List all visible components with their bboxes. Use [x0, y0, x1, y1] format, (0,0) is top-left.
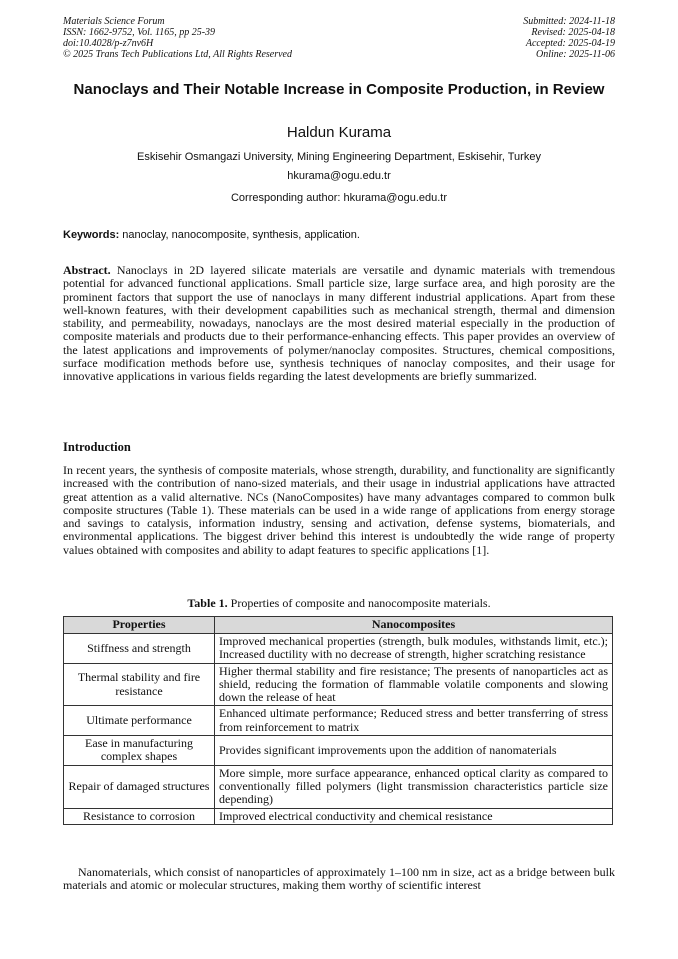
table-header-properties: Properties — [64, 617, 215, 634]
abstract — [63, 264, 615, 384]
table-cell-nanocomposite: Enhanced ultimate performance; Reduced stress and better transferring of stress from reinforcement to matrix — [215, 706, 613, 736]
author-email: hkurama@ogu.edu.tr — [287, 170, 391, 182]
table-caption-text: Properties of composite and nanocomposite materials. — [227, 596, 491, 610]
submission-dates — [523, 16, 615, 60]
table-row — [64, 634, 613, 664]
table-row — [64, 736, 613, 766]
table-cell-property: Resistance to corrosion — [64, 808, 215, 824]
keywords — [63, 229, 615, 241]
table-header-row — [64, 617, 613, 634]
table-cell-nanocomposite: Improved electrical conductivity and chemical resistance — [215, 808, 613, 824]
accepted-date: Accepted: 2025-04-19 — [525, 38, 615, 49]
table-caption — [0, 596, 678, 611]
closing-paragraph: Nanomaterials, which consist of nanoparticles of approximately 1–100 nm in size, act as a bridge between bulk materials and atomic or molecular structures, making them worthy of scientific interest — [63, 865, 615, 893]
table-header-nanocomposites: Nanocomposites — [215, 617, 613, 634]
revised-date: Revised: 2025-04-18 — [531, 27, 615, 38]
submitted-date: Submitted: 2024-11-18 — [523, 16, 615, 27]
journal-doi: doi:10.4028/p-z7nv6H — [63, 38, 154, 49]
abstract-text: Nanoclays in 2D layered silicate materials are versatile and dynamic materials with tremendous potential for advanced functional applications. Small particle size, large surface area, and high porosity are the prominent factors that support the use of nanoclays in many different industrial applications. Apart from these well-known features, with their development capabilities such as mechanical strength, thermal and dimension stability, and permeability, nowadays, nanoclays are the most desired material especially in the production of composite materials and products due to their performance-enhancing effects. This paper provides an overview of the latest applications and improvements of polymer/nanoclay composites. Structures, chemical compositions, surface modification methods before use, synthesis techniques of nanoclay composites, and their usage for innovative applications in various fields regarding the latest developments are briefly summarized. — [63, 263, 615, 384]
journal-info — [63, 16, 292, 60]
abstract-label: Abstract. — [63, 263, 111, 277]
journal-issn: ISSN: 1662-9752, Vol. 1165, pp 25-39 — [63, 27, 216, 38]
table-row — [64, 808, 613, 824]
online-date: Online: 2025-11-06 — [536, 49, 615, 60]
table-cell-nanocomposite: Improved mechanical properties (strength, bulk modules, withstands limit, etc.); Increased ductility with no decrease of strength, higher scratching resistance — [215, 634, 613, 664]
table-row — [64, 663, 613, 706]
journal-copyright: © 2025 Trans Tech Publications Ltd, All Rights Reserved — [63, 49, 292, 60]
table-cell-property: Thermal stability and fire resistance — [64, 663, 215, 706]
table-caption-label: Table 1. — [187, 596, 228, 610]
table-cell-nanocomposite: More simple, more surface appearance, enhanced optical clarity as compared to conventionally filled polymers (light transmission characteristics particle size depending) — [215, 765, 613, 808]
corresponding-author: Corresponding author: hkurama@ogu.edu.tr — [230, 192, 447, 204]
table-row — [64, 706, 613, 736]
table-cell-property: Ease in manufacturing complex shapes — [64, 736, 215, 766]
author-name: Haldun Kurama — [286, 124, 392, 141]
introduction-paragraph: In recent years, the synthesis of composite materials, whose strength, durability, and functionality are significantly increased with the contribution of nano-sized materials, and their usage in industrial applications have attracted great attention as a valid alternative. NCs (NanoComposites) have many advantages compared to common bulk composite structures (Table 1). These materials can be used in a wide range of applications from energy storage and savings to catalysis, information industry, sensing and activation, defense systems, biomaterials, and environmental applications. The biggest driver behind this interest is undoubtedly the wide range of property values obtained with composites and ability to adapt features to specific applications [1]. — [63, 463, 615, 557]
journal-name: Materials Science Forum — [63, 16, 165, 27]
table-cell-property: Stiffness and strength — [64, 634, 215, 664]
table-cell-property: Ultimate performance — [64, 706, 215, 736]
introduction-heading: Introduction — [63, 440, 131, 454]
author-affiliation: Eskisehir Osmangazi University, Mining Engineering Department, Eskisehir, Turkey — [137, 151, 541, 163]
properties-table — [63, 616, 613, 825]
table-cell-property: Repair of damaged structures — [64, 765, 215, 808]
table-cell-nanocomposite: Provides significant improvements upon the addition of nanomaterials — [215, 736, 613, 766]
paper-title: Nanoclays and Their Notable Increase in Composite Production, in Review — [73, 81, 605, 98]
keywords-text: nanoclay, nanocomposite, synthesis, application. — [119, 229, 360, 241]
table-row — [64, 765, 613, 808]
table-cell-nanocomposite: Higher thermal stability and fire resistance; The presents of nanoparticles act as shield, reducing the formation of flammable volatile components and slowing down the release of heat — [215, 663, 613, 706]
keywords-label: Keywords: — [63, 229, 120, 241]
journal-header — [63, 16, 615, 60]
